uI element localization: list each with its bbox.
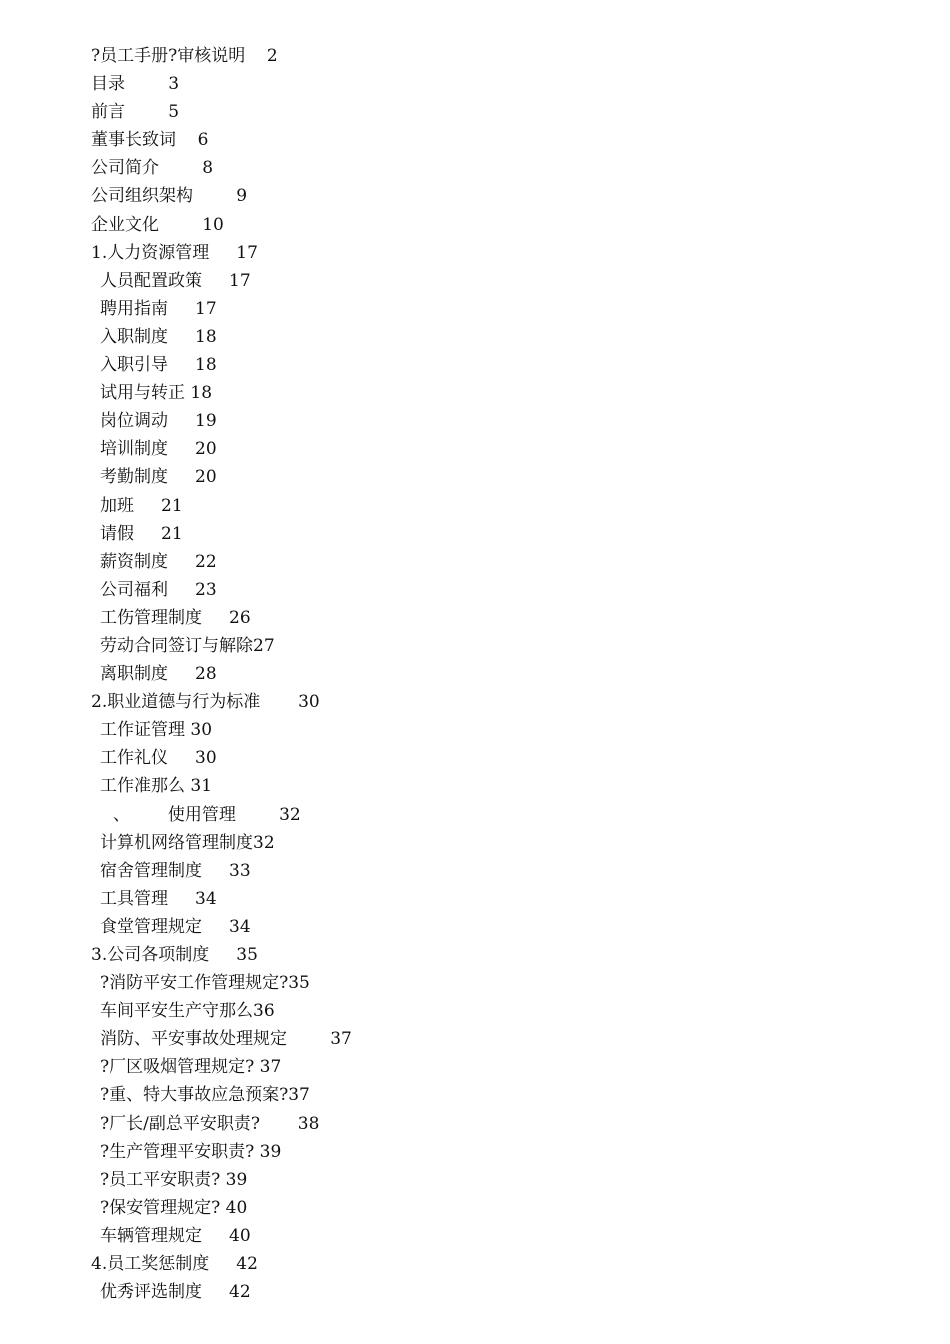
toc-entry-title: 4.员工奖惩制度: [91, 1254, 210, 1275]
toc-entry-title: 、 使用管理: [113, 804, 236, 825]
toc-entry-page-number: 30: [298, 692, 320, 713]
toc-entry: [91, 295, 352, 323]
toc-entry-page-number: 31: [190, 776, 213, 797]
toc-entry: [91, 351, 352, 379]
toc-entry: [91, 154, 352, 182]
toc-entry: [91, 239, 352, 267]
toc-entry-page-number: 33: [229, 860, 251, 881]
toc-entry-gap: [245, 46, 267, 66]
toc-entry-gap: [159, 215, 202, 235]
toc-entry-page-number: 20: [195, 439, 217, 460]
toc-entry-title: 岗位调动: [100, 411, 168, 432]
toc-entry: [91, 182, 352, 210]
toc-entry-title: 工伤管理制度: [100, 607, 202, 628]
toc-entry: [91, 435, 352, 463]
toc-entry-gap: [134, 496, 161, 516]
toc-entry-page-number: 34: [229, 916, 251, 937]
table-of-contents: [91, 42, 352, 1306]
toc-entry-gap: [168, 580, 195, 600]
toc-entry-title: 董事长致词: [91, 130, 176, 151]
toc-entry: [91, 632, 352, 660]
toc-entry-gap: [260, 1114, 298, 1134]
toc-entry-page-number: 21: [161, 495, 183, 516]
toc-entry-page-number: 35: [236, 945, 258, 965]
toc-entry-title: 2.职业道德与行为标准: [91, 692, 261, 713]
toc-entry: [91, 70, 352, 98]
toc-entry-gap: [168, 467, 195, 487]
toc-entry: [91, 857, 352, 885]
toc-entry-title: 优秀评选制度: [100, 1282, 202, 1303]
toc-entry-page-number: 10: [202, 214, 224, 235]
toc-entry-title: 工具管理: [100, 888, 168, 909]
toc-entry-title: 考勤制度: [100, 467, 168, 488]
toc-entry-page-number: 21: [161, 523, 183, 544]
toc-entry: [91, 1138, 352, 1166]
toc-entry-title: 车间平安生产守那么: [100, 1001, 253, 1022]
toc-entry-gap: [236, 805, 279, 825]
toc-entry-page-number: 30: [195, 748, 217, 769]
toc-entry-title: 公司组织架构: [91, 186, 193, 207]
toc-entry: [91, 1250, 352, 1278]
toc-entry-title: 加班: [100, 495, 134, 516]
toc-entry: [91, 1025, 352, 1053]
toc-entry: [91, 1110, 352, 1138]
toc-entry-page-number: 39: [225, 1169, 248, 1190]
toc-entry-page-number: 42: [236, 1254, 258, 1275]
toc-entry-page-number: 23: [195, 579, 217, 600]
toc-entry-title: ?重、特大事故应急预案?: [100, 1085, 289, 1106]
toc-entry: [91, 42, 352, 70]
toc-entry-page-number: 8: [202, 158, 214, 179]
toc-entry-page-number: 19: [195, 411, 217, 432]
toc-entry-gap: [134, 524, 161, 544]
toc-entry: [91, 688, 352, 716]
toc-entry: [91, 1053, 352, 1081]
toc-entry-title: 食堂管理规定: [100, 916, 202, 937]
toc-entry: [91, 1278, 352, 1306]
toc-entry-title: 劳动合同签订与解除: [100, 635, 253, 656]
toc-entry: [91, 267, 352, 295]
toc-entry-page-number: 34: [195, 888, 217, 909]
toc-entry-title: 3.公司各项制度: [91, 945, 210, 965]
toc-entry-page-number: 40: [225, 1197, 248, 1218]
toc-entry-title: 公司简介: [91, 158, 159, 179]
toc-entry-title: 工作准那么: [100, 776, 185, 797]
toc-entry-gap: [202, 861, 229, 881]
toc-entry-gap: [168, 355, 195, 375]
toc-entry-gap: [209, 243, 236, 263]
toc-entry-page-number: 3: [168, 74, 180, 95]
toc-entry-title: ?保安管理规定?: [100, 1197, 221, 1218]
toc-entry-gap: [287, 1029, 330, 1049]
toc-entry-title: 薪资制度: [100, 551, 168, 572]
toc-entry: [91, 576, 352, 604]
toc-entry-gap: [193, 186, 236, 206]
toc-entry: [91, 1166, 352, 1194]
toc-entry-title: 企业文化: [91, 214, 159, 235]
toc-entry: [91, 126, 352, 154]
toc-entry-page-number: 5: [168, 102, 180, 123]
toc-entry-title: 1.人力资源管理: [91, 242, 210, 263]
toc-entry-page-number: 2: [266, 46, 278, 66]
toc-entry: [91, 1222, 352, 1250]
toc-entry: [91, 323, 352, 351]
toc-entry: [91, 492, 352, 520]
toc-entry-gap: [176, 130, 198, 150]
toc-entry-title: ?消防平安工作管理规定?: [100, 973, 289, 994]
toc-entry-page-number: 30: [190, 720, 213, 741]
toc-entry-page-number: 37: [259, 1057, 282, 1078]
toc-entry-gap: [202, 1282, 229, 1302]
toc-entry-title: ?生产管理平安职责?: [100, 1141, 255, 1162]
toc-entry-gap: [209, 1254, 236, 1274]
toc-entry-title: 车辆管理规定: [100, 1225, 202, 1246]
toc-entry-title: 计算机网络管理制度: [100, 832, 253, 853]
toc-entry-title: 人员配置政策: [100, 270, 202, 291]
toc-entry-title: 请假: [100, 523, 134, 544]
toc-entry: [91, 1194, 352, 1222]
toc-entry: [91, 744, 352, 772]
toc-entry: [91, 379, 352, 407]
toc-entry-title: 消防、平安事故处理规定: [100, 1029, 287, 1050]
toc-entry-page-number: 18: [190, 383, 213, 404]
toc-entry-page-number: 36: [253, 1001, 275, 1022]
toc-entry-gap: [168, 299, 195, 319]
toc-entry-title: 入职引导: [100, 355, 168, 376]
toc-entry-page-number: 42: [229, 1282, 251, 1303]
toc-entry-title: 目录: [91, 74, 125, 95]
toc-entry-page-number: 39: [259, 1141, 282, 1162]
toc-entry-gap: [159, 158, 202, 178]
toc-entry: [91, 407, 352, 435]
toc-entry: [91, 716, 352, 744]
toc-entry-title: 宿舍管理制度: [100, 860, 202, 881]
toc-entry-gap: [168, 552, 195, 572]
toc-entry-title: 工作礼仪: [100, 748, 168, 769]
toc-entry-page-number: 37: [330, 1029, 352, 1050]
toc-entry: [91, 913, 352, 941]
toc-entry: [91, 941, 352, 969]
toc-entry-title: ?厂长/副总平安职责?: [100, 1113, 260, 1134]
toc-entry-page-number: 32: [279, 804, 301, 825]
toc-entry-page-number: 38: [297, 1113, 320, 1134]
toc-entry: [91, 801, 352, 829]
toc-entry-page-number: 40: [229, 1225, 251, 1246]
toc-entry-gap: [202, 1226, 229, 1246]
toc-entry-gap: [125, 102, 168, 122]
toc-entry-page-number: 26: [229, 607, 251, 628]
toc-entry-title: 工作证管理: [100, 720, 185, 741]
toc-entry-title: ?员工手册?审核说明: [91, 46, 246, 66]
toc-entry-title: ?员工平安职责?: [100, 1169, 221, 1190]
toc-entry: [91, 548, 352, 576]
toc-entry-page-number: 37: [288, 1085, 310, 1106]
toc-entry-gap: [168, 889, 195, 909]
toc-entry-title: 前言: [91, 102, 125, 123]
toc-entry: [91, 829, 352, 857]
toc-entry-title: 培训制度: [100, 439, 168, 460]
toc-entry-page-number: 17: [236, 242, 258, 263]
toc-entry: [91, 463, 352, 491]
toc-entry-page-number: 18: [195, 355, 217, 376]
toc-entry-title: ?厂区吸烟管理规定?: [100, 1057, 255, 1078]
toc-entry-title: 公司福利: [100, 579, 168, 600]
toc-entry-page-number: 28: [195, 664, 217, 685]
toc-entry-gap: [125, 74, 168, 94]
toc-entry-title: 试用与转正: [100, 383, 185, 404]
toc-entry-gap: [168, 439, 195, 459]
toc-entry-gap: [202, 271, 229, 291]
toc-entry-page-number: 20: [195, 467, 217, 488]
toc-entry-gap: [168, 327, 195, 347]
toc-entry-page-number: 22: [195, 551, 217, 572]
toc-entry: [91, 604, 352, 632]
toc-entry-gap: [202, 917, 229, 937]
toc-entry: [91, 885, 352, 913]
toc-entry: [91, 969, 352, 997]
toc-entry-title: 入职制度: [100, 326, 168, 347]
toc-entry: [91, 997, 352, 1025]
toc-entry-gap: [260, 692, 298, 712]
toc-entry-page-number: 17: [229, 270, 251, 291]
toc-entry: [91, 772, 352, 800]
toc-entry-title: 聘用指南: [100, 298, 168, 319]
toc-entry-page-number: 17: [195, 298, 217, 319]
toc-entry-page-number: 27: [253, 635, 275, 656]
toc-entry: [91, 211, 352, 239]
toc-entry: [91, 98, 352, 126]
toc-entry-page-number: 9: [236, 186, 248, 207]
toc-entry: [91, 660, 352, 688]
toc-entry-page-number: 6: [197, 130, 209, 151]
toc-entry-gap: [168, 748, 195, 768]
toc-entry-gap: [168, 411, 195, 431]
toc-entry-gap: [168, 664, 195, 684]
toc-entry-page-number: 32: [253, 832, 275, 853]
toc-entry-title: 离职制度: [100, 664, 168, 685]
toc-entry-gap: [202, 608, 229, 628]
toc-entry-page-number: 35: [288, 973, 310, 994]
toc-entry-gap: [209, 945, 236, 965]
toc-entry: [91, 1081, 352, 1109]
toc-entry: [91, 520, 352, 548]
toc-entry-page-number: 18: [195, 326, 217, 347]
